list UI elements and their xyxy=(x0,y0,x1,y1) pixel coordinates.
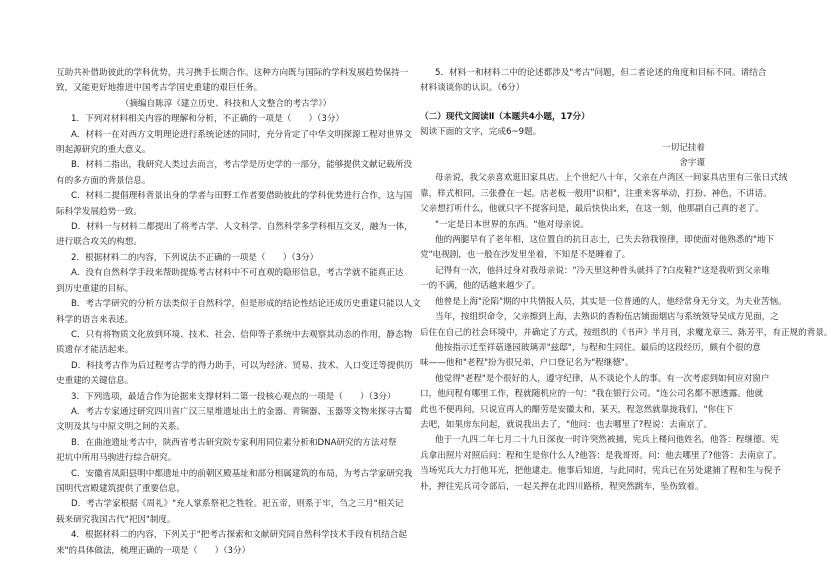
right-line: 靠，样式相同，三张叠在一起。店老板一般用"识相"，注重来客举动，打扮、神色，不讲话。 xyxy=(420,188,772,199)
left-line: D．考古学家根据《周礼》"充人掌系祭祀之牲牷。祀五帝，则系于牢，刍之三月"相关记 xyxy=(71,499,404,510)
right-line: 阅读下面的文字，完成6~9题。 xyxy=(420,127,542,138)
left-line: 3．下列选项，最适合作为论据来支撑材料二第一段核心观点的一项是（ ）（3分） xyxy=(71,391,396,402)
right-line xyxy=(420,97,745,110)
right-line: 他觉得"老程"是个很好的人，遵守纪律，从不谈论个人的事。有一次考虑到如何应对窗户 xyxy=(435,373,770,384)
left-line: 文明及其与中原文明之间的关系。 xyxy=(56,422,185,433)
left-line: D．材料一与材料二都提出了将考古学、人文科学、自然科学多学科相互交叉，融为一体， xyxy=(71,222,413,233)
right-line: 兵拿出照片对照后问：程和生是你什么人?他答：是我哥哥。问：他去哪里了?他答：去南京了。 xyxy=(420,450,782,461)
left-line: 到历史重建的目标。 xyxy=(56,283,134,294)
left-line: 国明代宫殿建筑提供了重要信息。 xyxy=(56,483,185,494)
right-line: 口，他问程有哪里工作，程就随机应的一句："我在银行公司。"连公司名都不愿透露。他就 xyxy=(420,389,764,400)
left-line: C．材料二提倡理科背景出身的学者与田野工作者要借助彼此的学科优势进行合作，这与国 xyxy=(71,191,413,202)
right-line: 记得有一次，他抖过身对我母亲说："冷天里这种骨头就抖了?白皮鞋?"这是我听到父亲唯 xyxy=(435,265,770,276)
left-line: B．材料二指出，我研究人类过去而言，考古学是历史学的一部分，能够提供文献记载所没 xyxy=(71,160,413,171)
right-line: （二）现代文阅读Ⅱ（本题共4小题，17分） xyxy=(420,111,590,122)
left-line: 际科学发展趋势一致。 xyxy=(56,206,142,217)
left-line: 进行联合攻关的构想。 xyxy=(56,237,142,248)
right-line: 他于一九四二年七月二十九日深夜一时许突然被捕，宪兵上楼问他姓名，他答：程继德。宪 xyxy=(435,435,779,446)
right-line: "一定是日本世界的东西。"他对母亲说。 xyxy=(435,219,590,230)
right-line: 材料谈谈你的认识。（6分） xyxy=(420,83,525,94)
right-line: 一切记挂着 xyxy=(662,142,705,153)
right-line: 当年，按组织命令，父亲擦到上海，去熟识的香粉伍店铺面烟店与系统领导吴成方见面，之 xyxy=(435,312,779,323)
left-line: 2．根据材料二的内容，下列说法不正确的一项是（ ）（3分） xyxy=(71,252,319,263)
left-line: B．考古学研究的分析方法类似于自然科学，但是形成的结论性结论还成历史重建只能以人文 xyxy=(71,299,421,310)
left-line: C．安徽省凤阳县明中都遗址中的前朝区殿基址和部分相属建筑的布局，为考古学家研究我 xyxy=(71,468,413,479)
left-line: 致，又能更好地推进中国考古学国史重建的艰巨任务。 xyxy=(56,83,263,94)
left-line: 祀坑中所用马驹进行综合研究。 xyxy=(56,453,177,464)
left-line: C．只有将物质文化放到环境、技术、社会、信仰等子系统中去观察其动态的作用，静态物 xyxy=(71,329,413,340)
left-line: 明起源研究的重大意义。 xyxy=(56,145,151,156)
right-line: 党"电视剧，也一般在沙发里坐着，不知是不是睡着了。 xyxy=(420,250,631,261)
left-line: D．科技考古作为后过程考古学的得力助手，可以为经济、贸易、技术、人口变迁等提供历 xyxy=(71,360,413,371)
left-line: 1．下列对材料相关内容的理解和分析，不正确的一项是（ ）（3分） xyxy=(71,114,345,125)
right-line: 他曾是上海"沦陷"期的中共情报人员，其实是一位普通的人，他经常身无分文，为夫业苦恼。 xyxy=(435,296,787,307)
left-line: 互助共补借助彼此的学科优势，共习携手长期合作。这种方向既与国际的学科发展趋势保持一 xyxy=(56,68,409,78)
right-line: 他按指示迁至祥菇逢园玻璃弄"兹邸"，与程和生同住。最后的这段经历，颇有个很的意 xyxy=(435,342,761,353)
right-line: 5．材料一和材料二中的论述都涉及"考古"问题，但二者论述的角度和目标不同。请结合 xyxy=(435,68,767,78)
right-line: 后住在自己的社会环境中，并确定了方式，按组织的《书声》半月刊，求魔龙章三、陈芳平，有正规的背景。 xyxy=(420,327,833,338)
right-line: 一的不满，他的话越来越少了。 xyxy=(420,281,541,292)
right-line: 朴，押往宪兵司令部后，一起关押在北四川路桥，程突然跳车，坠伤致着。 xyxy=(420,481,704,492)
left-line: A．没有自然科学手段来帮助提炼考古材料中不可直观的隐形信息，考古学就不能真正达 xyxy=(71,268,404,279)
right-line: 此也不便再问，只说宣再人的醋劳是安徽太和，某天，程忽然就靠拢我们，"你住下 xyxy=(420,404,734,415)
right-line: 舍宇谨 xyxy=(679,158,705,169)
left-line: （摘编自陈淳《建立历史、科技和人文整合的考古学》） xyxy=(120,98,332,109)
left-line: 有的多方面的背景信息。 xyxy=(56,175,151,186)
left-line: 科学的语言来表述。 xyxy=(56,314,134,325)
right-line: 他的两腿早有了老年相，这位置自的抗日志士，已失去勃我徨律，即使面对他熟悉的"地下 xyxy=(435,235,775,246)
right-line: 去吧，如果房东问起，就说我出去了，"他问：也去哪里了?程说：去南京了。 xyxy=(420,419,713,430)
left-line: 4．根据材料二的内容，下列关于"把考古探索和文献研究同自然科学技术手段有机结合起 xyxy=(71,530,407,541)
right-line: 当场宪兵大力打他耳光，把他逮走。他事后知道，与此同时，宪兵已在另处逮捕了程和生与倪予 xyxy=(420,466,781,477)
left-line: A．材料一在对西方文明理论进行系统论述的同时，充分肯定了中华文明探源工程对世界文 xyxy=(71,129,413,140)
left-line: 质遗存才能活起来。 xyxy=(56,345,134,356)
left-line: B．在曲池遗址考古中，陕西省考古研究院专家利用同位素分析和DNA研究的方法对祭 xyxy=(71,437,397,448)
right-line: 父亲想打听什么，他就只字不提客问是，最后快快出来，在这一刻，他那副自己真的老了。 xyxy=(420,204,764,215)
right-line: 母亲说，我父亲喜欢逛旧家具店。上个世纪八十年，父亲在卢湾区一间家具店里有三张日式绒 xyxy=(435,173,788,184)
right-line: 味——他和"老程"扮为很兄弟，户口登记名为"程继德"。 xyxy=(420,358,634,369)
left-line: 来"的具体做法，梳理正确的一项是（ ）（3分） xyxy=(56,545,251,556)
left-line: 载来研究我国古代"祀因"制度。 xyxy=(56,514,176,525)
left-line: 史重建的关键信息。 xyxy=(56,376,134,387)
left-column xyxy=(56,66,421,559)
left-line: A．考古专家通过研究四川省广汉三星堆遗址出土的金器、青铜器、玉器等文物来探寻古蜀 xyxy=(71,406,413,417)
right-column xyxy=(420,66,833,495)
